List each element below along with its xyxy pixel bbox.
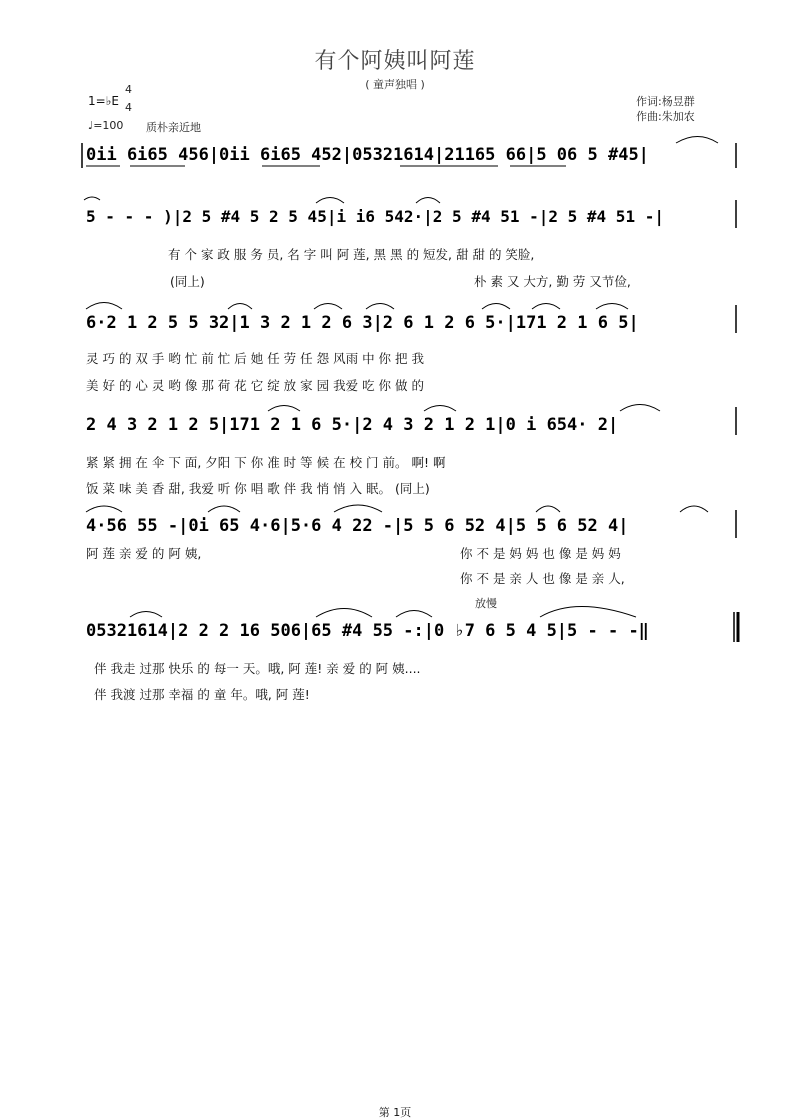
tempo-change-mark: 放慢: [475, 597, 497, 610]
song-title: 有个阿姨叫阿莲: [314, 49, 476, 74]
lyric-row-6-verse-1: 伴 我走 过那 快乐 的 每一 天。哦, 阿 莲! 亲 爱 的 阿 姨....: [94, 661, 421, 676]
score-row-6: 05321614|2 2 2 16 506|65 #4 55 -:|0 ♭7 6 5 4 5|5 - - -‖: [86, 621, 649, 641]
expression-mark: 质朴亲近地: [146, 121, 201, 134]
lyric-row-2-verse-2: 朴 素 又 大方, 勤 劳 又节俭,: [474, 274, 631, 289]
score-row-2: 5 - - - )|2 5 #4 5 2 5 45|i i6 542·|2 5 #4 51 -|2 5 #4 51 -|: [86, 207, 664, 226]
lyric-row-5-chorus-a: 阿 莲 亲 爱 的 阿 姨,: [86, 546, 202, 561]
lyric-row-2-verse-2-repeat: (同上): [170, 274, 205, 289]
score-row-5: 4·56 55 -|0i 65 4·6|5·6 4 22 -|5 5 6 52 4|5 5 6 52 4|: [86, 516, 629, 536]
lyric-row-4-verse-1: 紧 紧 拥 在 伞 下 面, 夕阳 下 你 准 时 等 候 在 校 门 前。 啊! 啊: [86, 455, 446, 470]
composer-credit: 作曲:朱加农: [636, 110, 695, 123]
time-signature-top: 4: [125, 83, 132, 96]
lyric-row-3-verse-2: 美 好 的 心 灵 哟 像 那 荷 花 它 绽 放 家 园 我爱 吃 你 做 的: [86, 378, 424, 393]
page-number: 第 1页: [378, 1106, 412, 1119]
lyric-row-5-chorus-c: 你 不 是 亲 人 也 像 是 亲 人,: [460, 571, 625, 586]
key-signature: 1=♭E: [88, 94, 119, 108]
score-row-1: 0ii 6i65 456|0ii 6i65 452|05321614|21165 66|5 06 5 #45|: [86, 145, 649, 165]
tempo-mark: ♩=100: [88, 119, 124, 132]
lyric-row-6-verse-2: 伴 我渡 过那 幸福 的 童 年。哦, 阿 莲!: [94, 687, 310, 702]
lyric-row-5-chorus-b: 你 不 是 妈 妈 也 像 是 妈 妈: [460, 546, 621, 561]
lyricist-credit: 作词:杨昱群: [636, 95, 695, 108]
lyric-row-2-verse-1: 有 个 家 政 服 务 员, 名 字 叫 阿 莲, 黑 黑 的 短发, 甜 甜 的 笑脸,: [168, 247, 535, 262]
time-signature-bottom: 4: [125, 101, 132, 114]
lyric-row-3-verse-1: 灵 巧 的 双 手 哟 忙 前 忙 后 她 任 劳 任 怨 风雨 中 你 把 我: [86, 351, 424, 366]
song-subtitle: ( 童声独唱 ): [365, 78, 425, 91]
score-row-3: 6·2 1 2 5 5 32|1 3 2 1 2 6 3|2 6 1 2 6 5·|171 2 1 6 5|: [86, 313, 639, 333]
lyric-row-4-verse-2: 饭 菜 味 美 香 甜, 我爱 听 你 唱 歌 伴 我 悄 悄 入 眠。 (同上): [86, 481, 430, 496]
score-row-4: 2 4 3 2 1 2 5|171 2 1 6 5·|2 4 3 2 1 2 1|0 i 654· 2|: [86, 415, 619, 435]
